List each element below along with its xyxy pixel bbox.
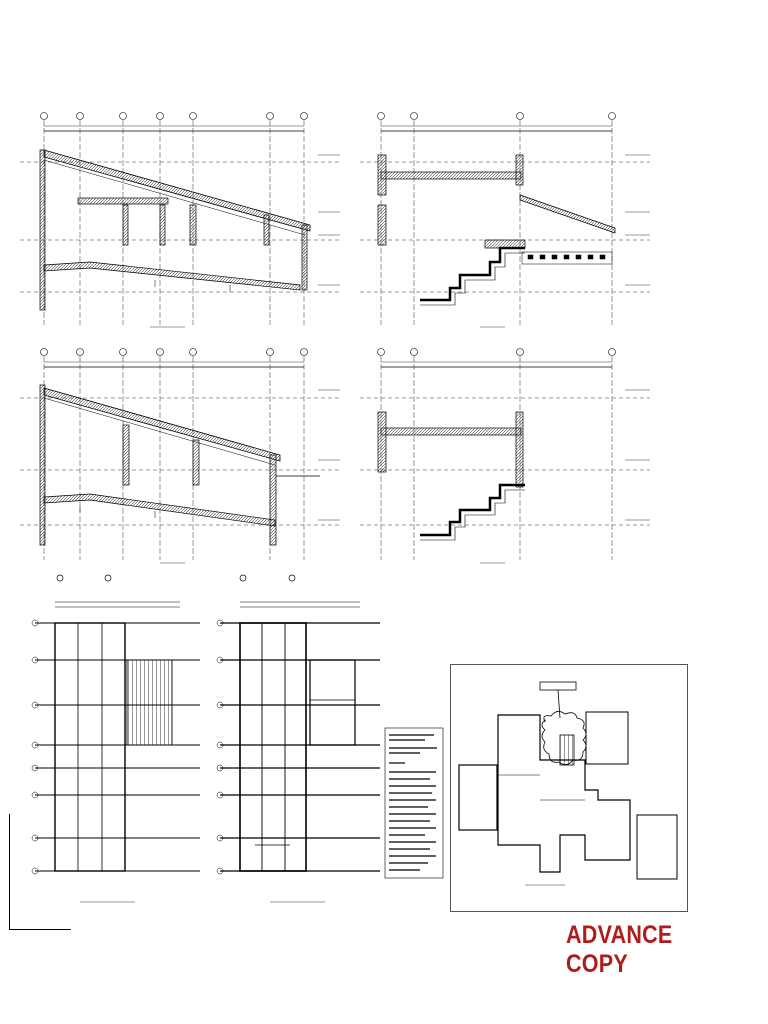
general-notes bbox=[385, 728, 443, 878]
section-view-3 bbox=[20, 349, 340, 564]
advance-copy-stamp: ADVANCE COPY bbox=[566, 921, 673, 978]
framing-plan-right bbox=[217, 575, 380, 902]
section-view-4 bbox=[360, 349, 650, 564]
framing-plan-left bbox=[32, 575, 200, 902]
section-view-1 bbox=[20, 113, 340, 328]
border-line-base bbox=[9, 929, 71, 930]
section-view-2 bbox=[360, 113, 650, 328]
key-plan-frame bbox=[450, 664, 688, 912]
border-line bbox=[9, 814, 10, 930]
